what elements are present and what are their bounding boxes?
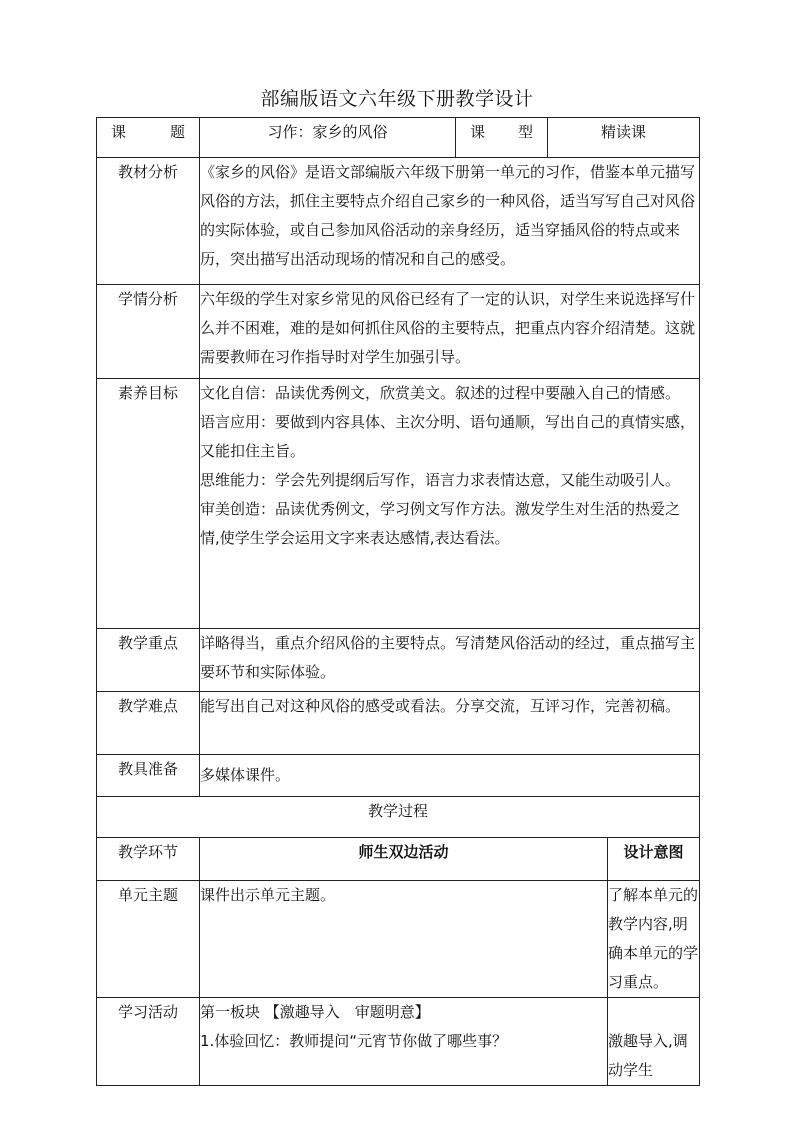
type-label: 课 型 (456, 118, 548, 158)
activity-column-header: 师生双边活动 (200, 838, 608, 881)
material-text: 《家乡的风俗》是语文部编版六年级下册第一单元的习作，借鉴本单元描写风俗的方法，抓住主要特点介绍自己家乡的一种风俗，适当写写自己对风俗的实际体验，或自己参加风俗活动的亲身经历，适当穿插风俗的特点或来历，突出描写出活动现场的情况和自己的感受。 (200, 158, 700, 285)
goal-item: 语言应用：要做到内容具体、主次分明、语句通顺，写出自己的真情实感，又能扣住主旨。 (200, 413, 696, 460)
stage-label: 单元主题 (97, 881, 200, 998)
stage-row (97, 998, 700, 1086)
topic-value: 习作：家乡的风俗 (200, 118, 456, 158)
key-points-row (97, 629, 700, 692)
stage-activity: 课件出示单元主题。 (200, 881, 608, 998)
key-points-label: 教学重点 (97, 629, 200, 692)
students-label: 学情分析 (97, 285, 200, 379)
activity-line: 1.体验回忆：教师提问“元宵节你做了哪些事？ (200, 1032, 508, 1050)
goals-list (200, 379, 700, 629)
type-value: 精读课 (548, 118, 700, 158)
document-title: 部编版语文六年级下册教学设计 (260, 88, 534, 110)
process-heading: 教学过程 (97, 797, 700, 838)
difficulties-row (97, 692, 700, 755)
difficulties-label: 教学难点 (97, 692, 200, 755)
lesson-plan-table (96, 117, 700, 1086)
key-points-text: 详略得当，重点介绍风俗的主要特点。写清楚风俗活动的经过，重点描写主要环节和实际体验。 (200, 629, 700, 692)
process-heading-row (97, 797, 700, 838)
tools-text: 多媒体课件。 (200, 755, 700, 797)
difficulties-text: 能写出自己对这种风俗的感受或看法。分享交流，互评习作，完善初稿。 (200, 692, 700, 755)
material-row (97, 158, 700, 285)
tools-row (97, 755, 700, 797)
material-label: 教材分析 (97, 158, 200, 285)
students-row (97, 285, 700, 379)
goal-item: 文化自信：品读优秀例文，欣赏美文。叙述的过程中要融入自己的情感。 (200, 384, 681, 402)
stage-activity (200, 998, 608, 1086)
topic-label: 课 题 (97, 118, 200, 158)
stage-column-header: 教学环节 (97, 838, 200, 881)
header-row (97, 118, 700, 158)
stage-intent: 了解本单元的教学内容,明确本单元的学习重点。 (608, 881, 700, 998)
intent-column-header: 设计意图 (608, 838, 700, 881)
stage-row (97, 881, 700, 998)
activity-line: 第一板块 【激趣导入 审题明意】 (200, 1003, 430, 1021)
students-text: 六年级的学生对家乡常见的风俗已经有了一定的认识，对学生来说选择写什么并不困难，难的是如何抓住风俗的主要特点，把重点内容介绍清楚。这就需要教师在习作指导时对学生加强引导。 (200, 285, 700, 379)
goal-item: 审美创造：品读优秀例文，学习例文写作方法。激发学生对生活的热爱之情,使学生学会运用文字来表达感情,表达看法。 (200, 500, 681, 547)
tools-label: 教具准备 (97, 755, 200, 797)
goals-label: 素养目标 (97, 379, 200, 629)
process-header-row (97, 838, 700, 881)
stage-intent: 激趣导入,调动学生 (608, 998, 700, 1086)
goals-row (97, 379, 700, 629)
stage-label: 学习活动 (97, 998, 200, 1086)
goal-item: 思维能力：学会先列提纲后写作，语言力求表情达意，又能生动吸引人。 (200, 471, 681, 489)
